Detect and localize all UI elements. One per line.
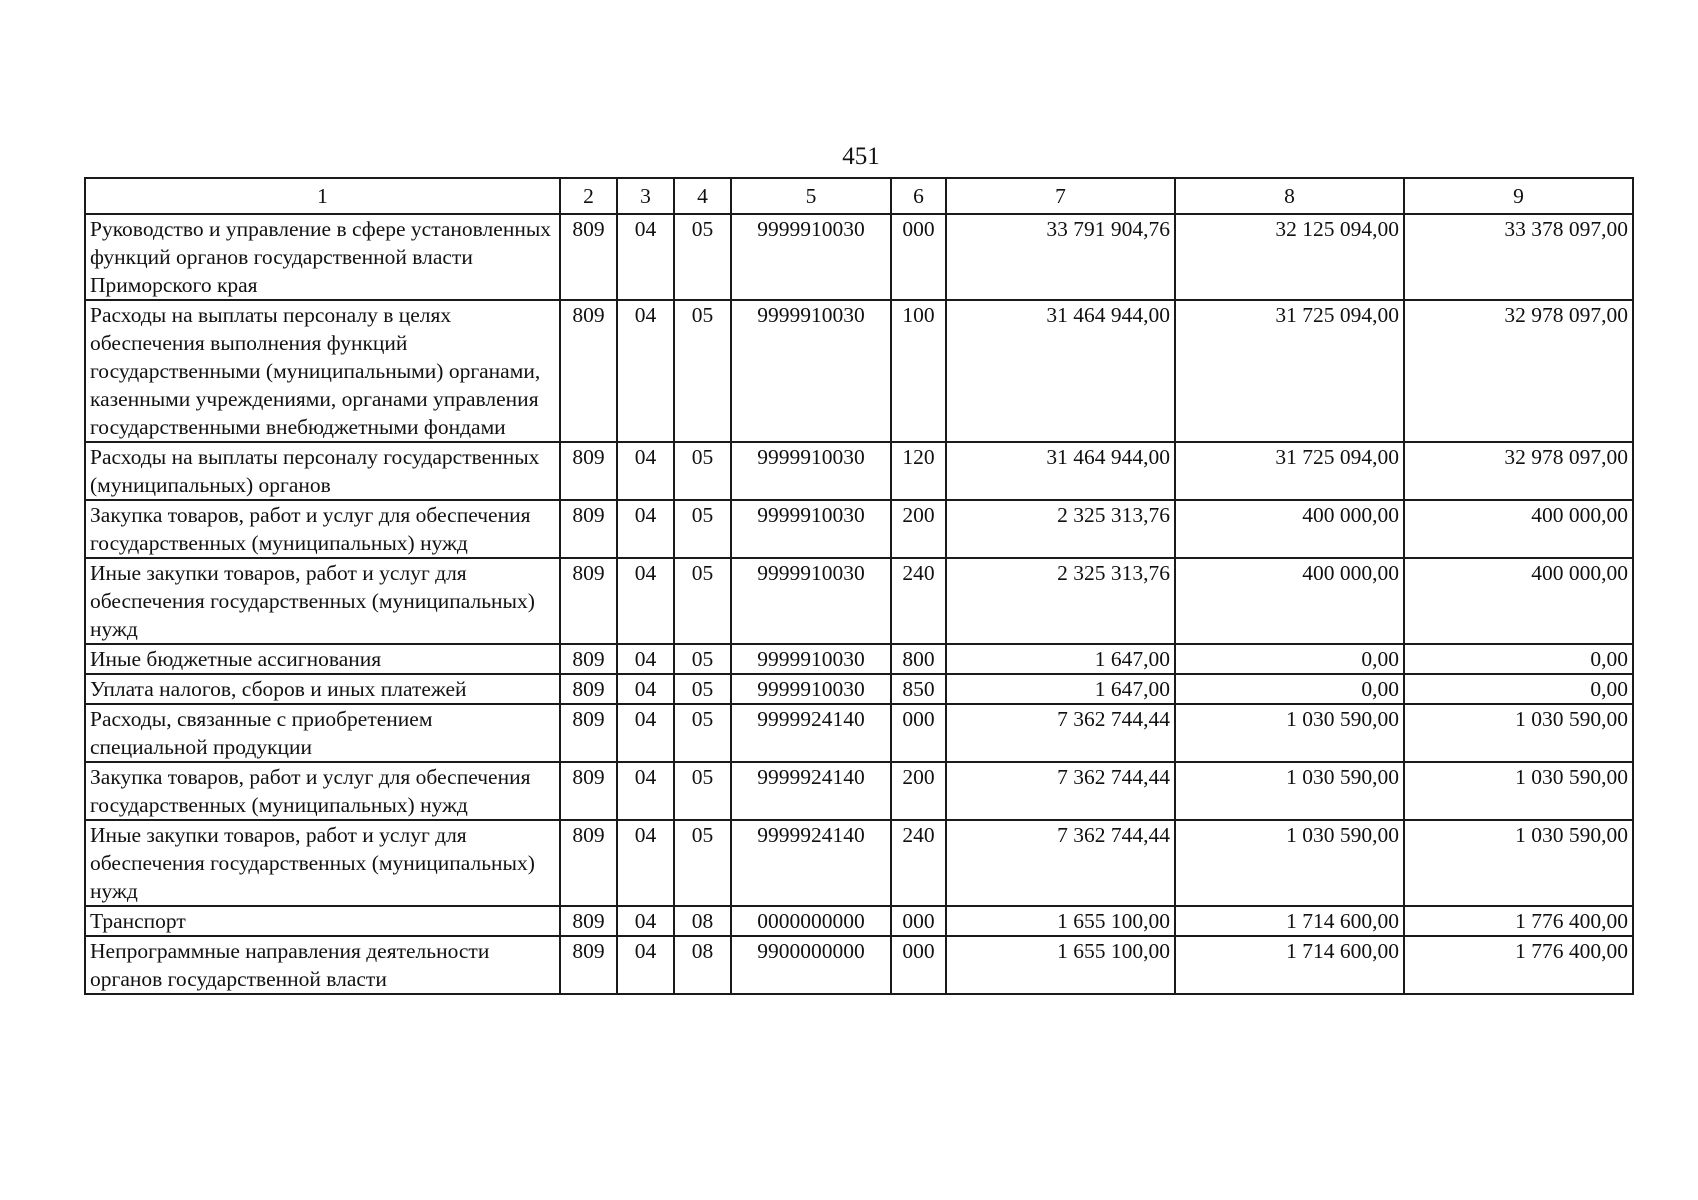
row-code-5: 0000000000 xyxy=(731,906,891,936)
row-code-5: 9999910030 xyxy=(731,500,891,558)
header-col-4: 4 xyxy=(674,178,731,214)
table-row xyxy=(85,906,1633,936)
page-number: 451 xyxy=(842,143,880,170)
row-code-2: 809 xyxy=(560,820,617,906)
row-amount-9: 1 030 590,00 xyxy=(1404,704,1633,762)
row-code-2: 809 xyxy=(560,936,617,994)
row-code-4: 05 xyxy=(674,214,731,300)
row-code-3: 04 xyxy=(617,906,674,936)
header-col-2: 2 xyxy=(560,178,617,214)
row-code-6: 200 xyxy=(891,500,946,558)
row-code-3: 04 xyxy=(617,820,674,906)
row-amount-9: 33 378 097,00 xyxy=(1404,214,1633,300)
row-code-2: 809 xyxy=(560,500,617,558)
row-amount-9: 32 978 097,00 xyxy=(1404,300,1633,442)
row-name: Руководство и управление в сфере установленных функций органов государственной власти Приморского края xyxy=(85,214,560,300)
row-code-2: 809 xyxy=(560,442,617,500)
row-code-4: 08 xyxy=(674,906,731,936)
row-code-4: 08 xyxy=(674,936,731,994)
row-code-3: 04 xyxy=(617,300,674,442)
row-code-2: 809 xyxy=(560,674,617,704)
header-col-1: 1 xyxy=(85,178,560,214)
row-amount-8: 1 030 590,00 xyxy=(1175,762,1404,820)
row-amount-7: 2 325 313,76 xyxy=(946,500,1175,558)
row-name: Расходы на выплаты персоналу государственных (муниципальных) органов xyxy=(85,442,560,500)
row-code-3: 04 xyxy=(617,214,674,300)
row-code-6: 000 xyxy=(891,906,946,936)
row-code-5: 9999924140 xyxy=(731,820,891,906)
row-amount-7: 2 325 313,76 xyxy=(946,558,1175,644)
row-code-2: 809 xyxy=(560,214,617,300)
row-name: Иные закупки товаров, работ и услуг для обеспечения государственных (муниципальных) нужд xyxy=(85,820,560,906)
row-amount-9: 1 776 400,00 xyxy=(1404,906,1633,936)
row-amount-8: 0,00 xyxy=(1175,644,1404,674)
row-code-3: 04 xyxy=(617,442,674,500)
table-row xyxy=(85,558,1633,644)
row-code-6: 850 xyxy=(891,674,946,704)
row-name: Иные закупки товаров, работ и услуг для обеспечения государственных (муниципальных) нужд xyxy=(85,558,560,644)
row-code-5: 9999924140 xyxy=(731,704,891,762)
row-amount-8: 1 714 600,00 xyxy=(1175,936,1404,994)
row-code-4: 05 xyxy=(674,762,731,820)
row-code-6: 240 xyxy=(891,820,946,906)
row-code-6: 120 xyxy=(891,442,946,500)
row-amount-8: 400 000,00 xyxy=(1175,558,1404,644)
row-code-6: 000 xyxy=(891,936,946,994)
row-code-4: 05 xyxy=(674,558,731,644)
row-code-3: 04 xyxy=(617,704,674,762)
row-code-6: 100 xyxy=(891,300,946,442)
row-code-6: 240 xyxy=(891,558,946,644)
table-row xyxy=(85,644,1633,674)
header-col-7: 7 xyxy=(946,178,1175,214)
row-name: Закупка товаров, работ и услуг для обеспечения государственных (муниципальных) нужд xyxy=(85,500,560,558)
row-code-2: 809 xyxy=(560,704,617,762)
row-amount-8: 400 000,00 xyxy=(1175,500,1404,558)
header-col-9: 9 xyxy=(1404,178,1633,214)
row-amount-7: 7 362 744,44 xyxy=(946,704,1175,762)
row-name: Расходы, связанные с приобретением специальной продукции xyxy=(85,704,560,762)
row-name: Расходы на выплаты персоналу в целях обеспечения выполнения функций государственными (муниципальными) органами, казенными учреждениями, органами управления государственными внебюджетными фондами xyxy=(85,300,560,442)
row-code-3: 04 xyxy=(617,558,674,644)
header-col-6: 6 xyxy=(891,178,946,214)
row-code-2: 809 xyxy=(560,300,617,442)
row-name: Транспорт xyxy=(85,906,560,936)
row-code-3: 04 xyxy=(617,644,674,674)
row-amount-7: 31 464 944,00 xyxy=(946,300,1175,442)
row-amount-7: 7 362 744,44 xyxy=(946,762,1175,820)
row-code-6: 800 xyxy=(891,644,946,674)
row-name: Непрограммные направления деятельности органов государственной власти xyxy=(85,936,560,994)
row-amount-8: 0,00 xyxy=(1175,674,1404,704)
row-amount-7: 1 655 100,00 xyxy=(946,906,1175,936)
row-code-4: 05 xyxy=(674,820,731,906)
row-code-5: 9999910030 xyxy=(731,644,891,674)
row-name: Иные бюджетные ассигнования xyxy=(85,644,560,674)
row-code-6: 000 xyxy=(891,704,946,762)
row-code-2: 809 xyxy=(560,558,617,644)
row-code-3: 04 xyxy=(617,500,674,558)
row-amount-8: 1 030 590,00 xyxy=(1175,704,1404,762)
table-row xyxy=(85,300,1633,442)
row-amount-7: 1 655 100,00 xyxy=(946,936,1175,994)
row-code-6: 200 xyxy=(891,762,946,820)
header-row xyxy=(85,178,1633,214)
row-amount-9: 1 030 590,00 xyxy=(1404,820,1633,906)
row-code-4: 05 xyxy=(674,674,731,704)
row-amount-9: 400 000,00 xyxy=(1404,558,1633,644)
row-amount-8: 31 725 094,00 xyxy=(1175,442,1404,500)
row-name: Уплата налогов, сборов и иных платежей xyxy=(85,674,560,704)
row-amount-9: 1 030 590,00 xyxy=(1404,762,1633,820)
row-code-5: 9999910030 xyxy=(731,674,891,704)
row-code-5: 9999910030 xyxy=(731,558,891,644)
table-row xyxy=(85,500,1633,558)
row-code-2: 809 xyxy=(560,906,617,936)
row-amount-9: 32 978 097,00 xyxy=(1404,442,1633,500)
table-row xyxy=(85,936,1633,994)
row-amount-7: 1 647,00 xyxy=(946,644,1175,674)
row-code-4: 05 xyxy=(674,644,731,674)
row-code-4: 05 xyxy=(674,704,731,762)
row-code-6: 000 xyxy=(891,214,946,300)
row-amount-7: 1 647,00 xyxy=(946,674,1175,704)
row-code-4: 05 xyxy=(674,500,731,558)
table-row xyxy=(85,442,1633,500)
row-code-3: 04 xyxy=(617,936,674,994)
budget-table xyxy=(84,177,1634,995)
row-amount-8: 31 725 094,00 xyxy=(1175,300,1404,442)
row-code-5: 9900000000 xyxy=(731,936,891,994)
row-amount-9: 1 776 400,00 xyxy=(1404,936,1633,994)
row-code-5: 9999910030 xyxy=(731,214,891,300)
row-amount-7: 31 464 944,00 xyxy=(946,442,1175,500)
row-code-3: 04 xyxy=(617,762,674,820)
row-amount-8: 1 714 600,00 xyxy=(1175,906,1404,936)
table-row xyxy=(85,674,1633,704)
row-amount-8: 1 030 590,00 xyxy=(1175,820,1404,906)
row-code-5: 9999910030 xyxy=(731,442,891,500)
row-amount-9: 0,00 xyxy=(1404,674,1633,704)
table-row xyxy=(85,820,1633,906)
header-col-5: 5 xyxy=(731,178,891,214)
row-code-4: 05 xyxy=(674,300,731,442)
row-amount-9: 0,00 xyxy=(1404,644,1633,674)
header-col-3: 3 xyxy=(617,178,674,214)
table-row xyxy=(85,762,1633,820)
row-code-2: 809 xyxy=(560,644,617,674)
row-code-3: 04 xyxy=(617,674,674,704)
row-code-5: 9999910030 xyxy=(731,300,891,442)
row-code-5: 9999924140 xyxy=(731,762,891,820)
row-amount-7: 7 362 744,44 xyxy=(946,820,1175,906)
row-amount-7: 33 791 904,76 xyxy=(946,214,1175,300)
row-amount-8: 32 125 094,00 xyxy=(1175,214,1404,300)
table-row xyxy=(85,214,1633,300)
row-code-2: 809 xyxy=(560,762,617,820)
header-col-8: 8 xyxy=(1175,178,1404,214)
table-row xyxy=(85,704,1633,762)
row-name: Закупка товаров, работ и услуг для обеспечения государственных (муниципальных) нужд xyxy=(85,762,560,820)
row-amount-9: 400 000,00 xyxy=(1404,500,1633,558)
row-code-4: 05 xyxy=(674,442,731,500)
